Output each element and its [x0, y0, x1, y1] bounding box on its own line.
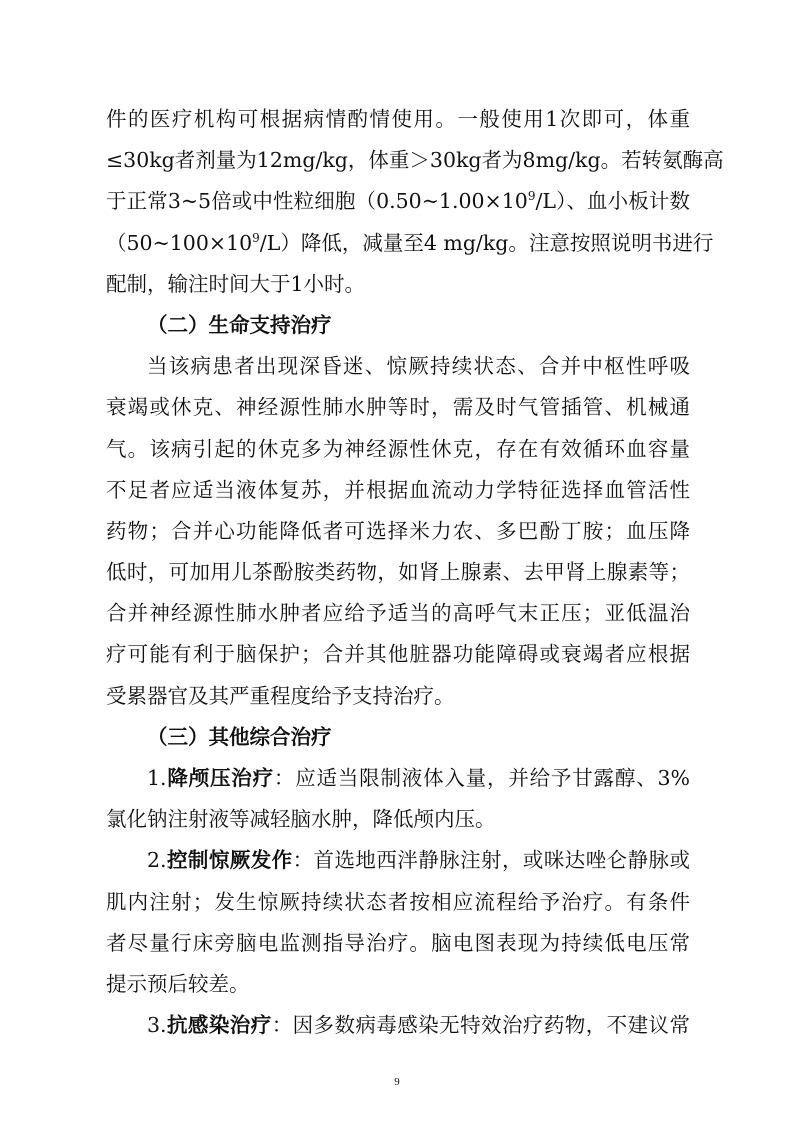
paragraph-line: 当该病患者出现深昏迷、惊厥持续状态、合并中枢性呼吸 [147, 354, 690, 379]
line-text: ：首选地西泮静脉注射，或咪达唑仑静脉或 [292, 848, 690, 873]
paragraph-line: 衰竭或休克、神经源性肺水肿等时，需及时气管插管、机械通 [106, 395, 690, 420]
paragraph-line: 低时，可加用儿茶酚胺类药物，如肾上腺素、去甲肾上腺素等； [106, 560, 690, 585]
paragraph-line: ≤30kg者剂量为12mg/kg，体重＞30kg者为8mg/kg。若转氨酶高 [106, 148, 724, 173]
paragraph-line: 不足者应适当液体复苏，并根据血流动力学特征选择血管活性 [106, 477, 690, 502]
item-number: 1. [147, 766, 167, 790]
paragraph-line [106, 181, 690, 222]
section-heading: （三）其他综合治疗 [147, 724, 332, 749]
paragraph-line [106, 223, 714, 264]
section-heading: （二）生命支持治疗 [147, 312, 332, 337]
list-item [106, 758, 690, 799]
paragraph-line: 药物；合并心功能降低者可选择米力农、多巴酚丁胺；血压降 [106, 518, 690, 543]
line-text: （50~100×10 [106, 230, 253, 255]
line-text: ：应适当限制液体入量，并给予甘露醇、3% [273, 766, 690, 790]
line-text: /L）、血小板计数 [535, 189, 690, 214]
page-number: 9 [394, 1076, 400, 1088]
paragraph-line: 受累器官及其严重程度给予支持治疗。 [106, 683, 455, 708]
document-body [106, 99, 724, 1046]
paragraph-line: 合并神经源性肺水肿者应给予适当的高呼气末正压；亚低温治 [106, 601, 690, 626]
item-title: 控制惊厥发作 [166, 848, 293, 873]
paragraph-line: 气。该病引起的休克多为神经源性休克，存在有效循环血容量 [106, 436, 690, 461]
list-item [106, 840, 690, 881]
paragraph-line: 配制，输注时间大于1小时。 [106, 271, 366, 296]
item-number: 2. [147, 848, 167, 873]
item-number: 3. [147, 1013, 167, 1038]
line-text: ：因多数病毒感染无特效治疗药物，不建议常 [271, 1013, 690, 1038]
paragraph-line: 件的医疗机构可根据病情酌情使用。一般使用1次即可，体重 [106, 107, 690, 131]
superscript: 9 [252, 230, 260, 245]
item-title: 降颅压治疗 [166, 766, 274, 790]
line-text: 于正常3~5倍或中性粒细胞（0.50~1.00×10 [106, 189, 528, 214]
line-text: /L）降低，减量至4 mg/kg。注意按照说明书进行 [259, 230, 714, 255]
paragraph-line: 提示预后较差。 [106, 971, 250, 996]
paragraph-line: 疗可能有利于脑保护；合并其他脏器功能障碍或衰竭者应根据 [106, 642, 690, 667]
paragraph-line: 者尽量行床旁脑电监测指导治疗。脑电图表现为持续低电压常 [106, 930, 690, 955]
list-item [106, 1005, 690, 1046]
superscript: 9 [527, 189, 536, 204]
item-title: 抗感染治疗 [166, 1013, 272, 1038]
paragraph-line: 氯化钠注射液等减轻脑水肿，降低颅内压。 [106, 807, 496, 832]
paragraph-line: 肌内注射；发生惊厥持续状态者按相应流程给予治疗。有条件 [106, 889, 690, 914]
